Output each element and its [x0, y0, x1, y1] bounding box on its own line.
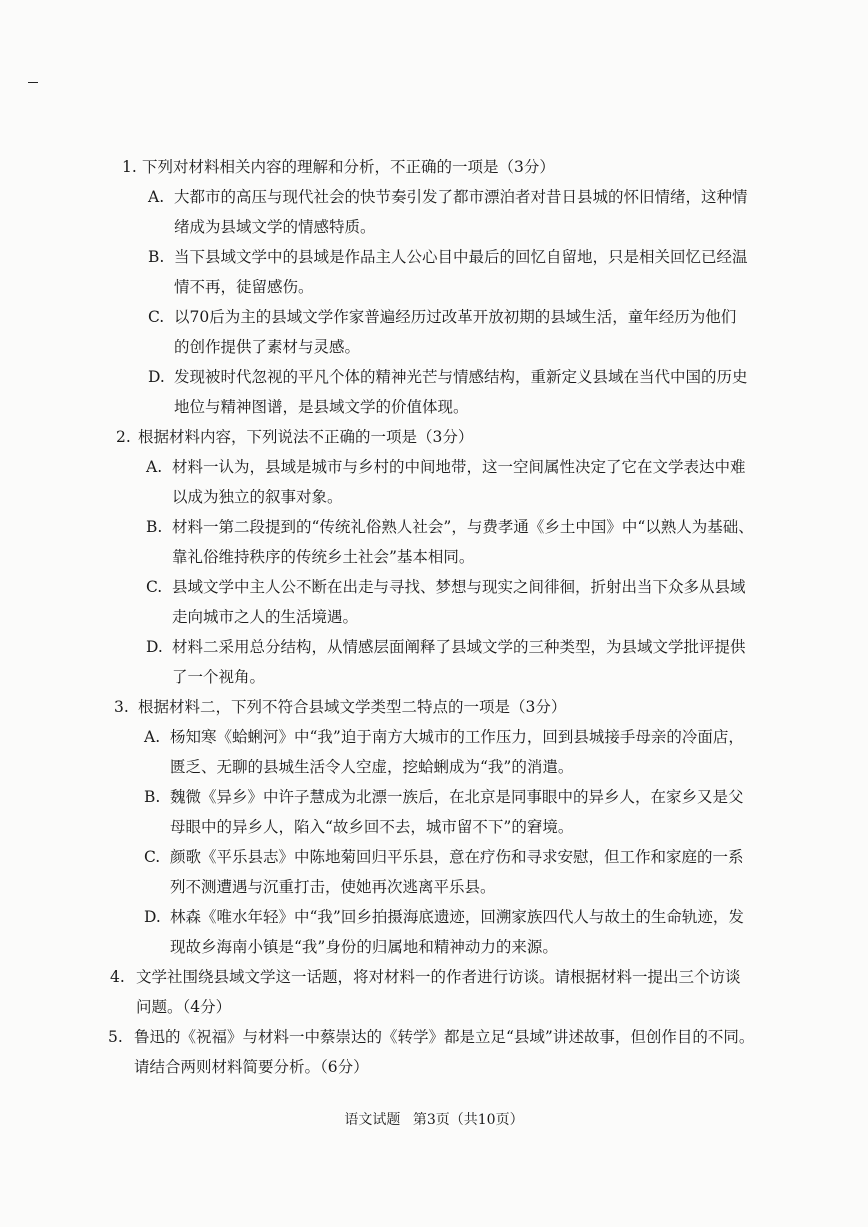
- scan-mark: [28, 82, 38, 83]
- option-text-line: 情不再，徒留感伤。: [174, 278, 314, 296]
- option-text-line: 大都市的高压与现代社会的快节奏引发了都市漂泊者对昔日县城的怀旧情绪，这种情: [174, 188, 748, 206]
- question-number: 4.: [110, 968, 125, 986]
- question-4: [0, 962, 868, 1022]
- option-1c: [0, 302, 868, 362]
- option-text-line: 的创作提供了素材与灵感。: [174, 338, 361, 356]
- option-text-line: 以70后为主的县域文学作家普遍经历过改革开放初期的县域生活，童年经历为他们: [174, 308, 737, 326]
- option-text-line: 杨知寒《蛤蜊河》中“我”迫于南方大城市的工作压力，回到县城接手母亲的冷面店，: [170, 728, 744, 746]
- option-letter: C.: [144, 848, 161, 866]
- option-letter: D.: [148, 368, 165, 386]
- option-1a: [0, 182, 868, 242]
- question-number: 2.: [116, 428, 131, 446]
- option-text-line: 匮乏、无聊的县城生活令人空虚，挖蛤蜊成为“我”的消遣。: [170, 758, 574, 776]
- option-text-line: 以成为独立的叙事对象。: [172, 488, 343, 506]
- option-text-line: 靠礼俗维持秩序的传统乡土社会”基本相同。: [172, 548, 475, 566]
- option-2a: [0, 452, 868, 512]
- option-letter: A.: [148, 188, 165, 206]
- option-text-line: 材料二采用总分结构，从情感层面阐释了县域文学的三种类型，为县域文学批评提供: [172, 638, 746, 656]
- question-1: [0, 152, 868, 182]
- footer-subject: 语文试题: [344, 1112, 401, 1128]
- option-1d: [0, 362, 868, 422]
- option-letter: D.: [146, 638, 163, 656]
- option-text-line: 颜歌《平乐县志》中陈地菊回归平乐县，意在疗伤和寻求安慰，但工作和家庭的一系: [170, 848, 744, 866]
- question-stem: 根据材料二，下列不符合县域文学类型二特点的一项是（3分）: [138, 698, 567, 716]
- footer-page-number: 第3页（共10页）: [412, 1112, 524, 1128]
- question-stem-continued: 请结合两则材料简要分析。（6分）: [134, 1058, 369, 1076]
- option-text-line: 魏微《异乡》中许子慧成为北漂一族后，在北京是同事眼中的异乡人，在家乡又是父: [170, 788, 744, 806]
- question-number: 5.: [108, 1028, 123, 1046]
- option-text-line: 母眼中的异乡人，陷入“故乡回不去，城市留不下”的窘境。: [170, 818, 574, 836]
- question-stem: 鲁迅的《祝福》与材料一中蔡崇达的《转学》都是立足“县域”讲述故事，但创作目的不同。: [134, 1028, 755, 1046]
- option-text-line: 走向城市之人的生活境遇。: [172, 608, 359, 626]
- option-text-line: 了一个视角。: [172, 668, 266, 686]
- option-text-line: 材料一认为，县域是城市与乡村的中间地带，这一空间属性决定了它在文学表达中难: [172, 458, 746, 476]
- option-letter: B.: [144, 788, 161, 806]
- option-1b: [0, 242, 868, 302]
- option-text-line: 材料一第二段提到的“传统礼俗熟人社会”，与费孝通《乡土中国》中“以熟人为基础、: [172, 518, 754, 536]
- question-3: [0, 692, 868, 722]
- option-letter: A.: [146, 458, 163, 476]
- page-footer: [0, 1110, 868, 1130]
- option-text-line: 地位与精神图谱，是县域文学的价值体现。: [174, 398, 469, 416]
- option-3a: [0, 722, 868, 782]
- question-number: 3.: [114, 698, 129, 716]
- option-3c: [0, 842, 868, 902]
- option-letter: A.: [144, 728, 161, 746]
- question-stem-continued: 问题。（4分）: [136, 998, 232, 1016]
- option-text-line: 绪成为县域文学的情感特质。: [174, 218, 376, 236]
- option-3d: [0, 902, 868, 962]
- question-2: [0, 422, 868, 452]
- question-stem: 文学社围绕县域文学这一话题，将对材料一的作者进行访谈。请根据材料一提出三个访谈: [136, 968, 741, 986]
- option-text-line: 县域文学中主人公不断在出走与寻找、梦想与现实之间徘徊，折射出当下众多从县域: [172, 578, 746, 596]
- question-number: 1.: [122, 158, 137, 176]
- option-letter: C.: [146, 578, 163, 596]
- option-2b: [0, 512, 868, 572]
- option-letter: D.: [144, 908, 161, 926]
- option-letter: B.: [146, 518, 163, 536]
- option-text-line: 当下县域文学中的县域是作品主人公心目中最后的回忆自留地，只是相关回忆已经温: [174, 248, 748, 266]
- question-stem: 根据材料内容，下列说法不正确的一项是（3分）: [138, 428, 474, 446]
- option-letter: C.: [148, 308, 165, 326]
- option-2c: [0, 572, 868, 632]
- question-stem: 下列对材料相关内容的理解和分析，不正确的一项是（3分）: [142, 158, 555, 176]
- option-letter: B.: [148, 248, 165, 266]
- questions-container: [0, 152, 868, 1082]
- option-text-line: 列不测遭遇与沉重打击，使她再次逃离平乐县。: [170, 878, 496, 896]
- option-3b: [0, 782, 868, 842]
- option-2d: [0, 632, 868, 692]
- option-text-line: 发现被时代忽视的平凡个体的精神光芒与情感结构，重新定义县域在当代中国的历史: [174, 368, 748, 386]
- option-text-line: 现故乡海南小镇是“我”身份的归属地和精神动力的来源。: [170, 938, 558, 956]
- option-text-line: 林森《唯水年轻》中“我”回乡拍摄海底遗迹，回溯家族四代人与故土的生命轨迹，发: [170, 908, 744, 926]
- question-5: [0, 1022, 868, 1082]
